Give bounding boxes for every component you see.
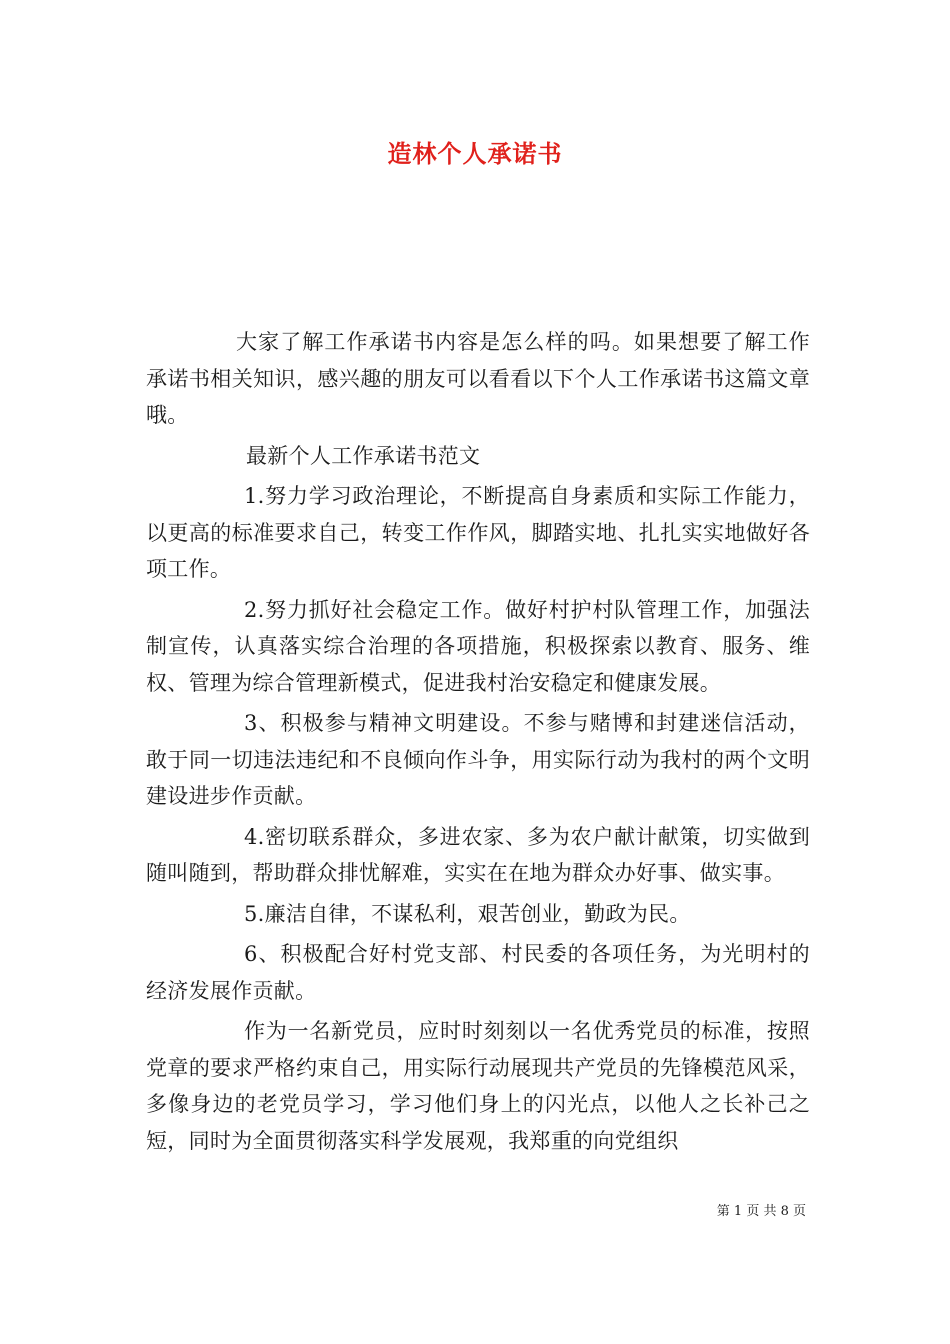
list-item: 2.努力抓好社会稳定工作。做好村护村队管理工作，加强法制宣传，认真落实综合治理的各项措施，积极探索以教育、服务、维权、管理为综合管理新模式，促进我村治安稳定和健康发展。 xyxy=(146,597,810,695)
document-body xyxy=(146,324,810,1159)
list-item: 3、积极参与精神文明建设。不参与赌博和封建迷信活动，敢于同一切违法违纪和不良倾向作斗争，用实际行动为我村的两个文明建设进步作贡献。 xyxy=(146,711,810,808)
section-heading: 最新个人工作承诺书范文 xyxy=(246,443,481,468)
list-item: 6、积极配合好村党支部、村民委的各项任务，为光明村的经济发展作贡献。 xyxy=(146,942,810,1003)
list-item: 4.密切联系群众，多进农家、多为农户献计献策，切实做到随叫随到，帮助群众排忧解难，实实在在地为群众办好事、做实事。 xyxy=(146,824,810,885)
closing-paragraph: 作为一名新党员，应时时刻刻以一名优秀党员的标准，按照党章的要求严格约束自己，用实际行动展现共产党员的先锋模范风采，多像身边的老党员学习，学习他们身上的闪光点，以他人之长补己之短，同时为全面贯彻落实科学发展观，我郑重的向党组织 xyxy=(146,1019,810,1153)
list-item: 5.廉洁自律，不谋私利，艰苦创业，勤政为民。 xyxy=(244,901,691,926)
intro-paragraph: 大家了解工作承诺书内容是怎么样的吗。如果想要了解工作承诺书相关知识，感兴趣的朋友可以看看以下个人工作承诺书这篇文章哦。 xyxy=(146,330,810,427)
list-item: 1.努力学习政治理论，不断提高自身素质和实际工作能力，以更高的标准要求自己，转变工作作风，脚踏实地、扎扎实实地做好各项工作。 xyxy=(146,484,810,581)
document-title: 造林个人承诺书 xyxy=(387,139,563,168)
page-number: 第 1 页 共 8 页 xyxy=(716,1204,806,1219)
